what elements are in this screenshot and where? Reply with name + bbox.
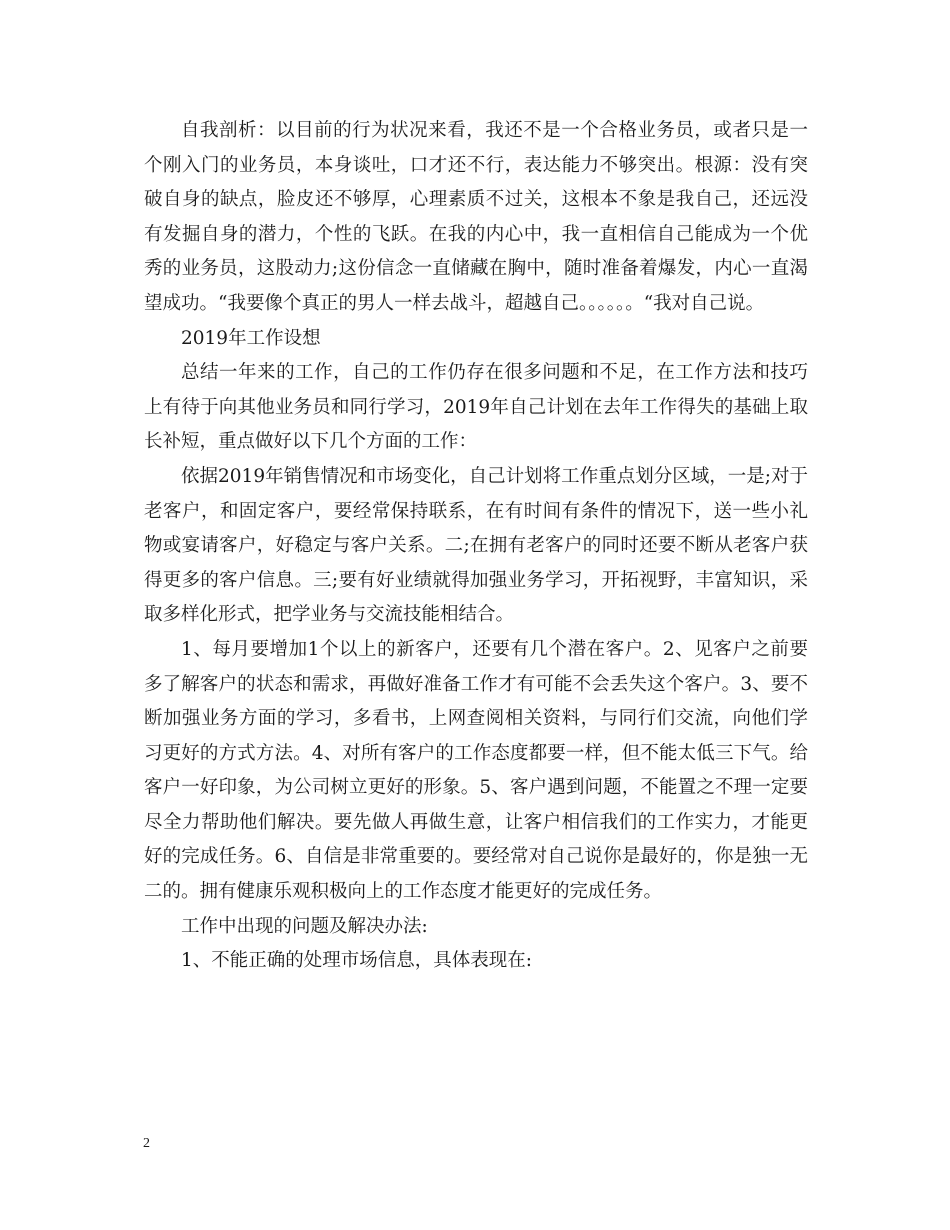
paragraph-action-items: 1、每月要增加1个以上的新客户，还要有几个潜在客户。2、见客户之前要多了解客户的状态和需求，再做好准备工作才有可能不会丢失这个客户。3、要不断加强业务方面的学习，多看书，上网查阅相关资料，与同行们交流，向他们学习更好的方式方法。4、对所有客户的工作态度都要一样，但不能太低三下气。给客户一好印象，为公司树立更好的形象。5、客户遇到问题，不能置之不理一定要尽全力帮助他们解决。要先做人再做生意，让客户相信我们的工作实力，才能更好的完成任务。6、自信是非常重要的。要经常对自己说你是最好的，你是独一无二的。拥有健康乐观积极向上的工作态度才能更好的完成任务。 [144, 638, 808, 903]
page-number: 2 [143, 1136, 150, 1151]
heading-problems-solutions: 工作中出现的问题及解决办法: [181, 915, 428, 937]
paragraph-year-summary: 总结一年来的工作，自己的工作仍存在很多问题和不足，在工作方法和技巧上有待于向其他业务员和同行学习，2019年自己计划在去年工作得失的基础上取长补短，重点做好以下几个方面的工作： [144, 362, 808, 453]
paragraph-market-info-issue: 1、不能正确的处理市场信息，具体表现在: [181, 950, 533, 972]
heading-2019-work-plan: 2019年工作设想 [181, 327, 321, 349]
paragraph-self-analysis: 自我剖析：以目前的行为状况来看，我还不是一个合格业务员，或者只是一个刚入门的业务员，本身谈吐，口才还不行，表达能力不够突出。根源：没有突破自身的缺点，脸皮还不够厚，心理素质不过关，这根本不象是我自己，还远没有发掘自身的潜力，个性的飞跃。在我的内心中，我一直相信自己能成为一个优秀的业务员，这股动力;这份信念一直储藏在胸中，随时准备着爆发，内心一直渴望成功。“我要像个真正的男人一样去战斗，超越自己。。。。。。“我对自己说。 [144, 120, 808, 314]
document-body [144, 114, 808, 979]
paragraph-sales-regions: 依据2019年销售情况和市场变化，自己计划将工作重点划分区域，一是;对于老客户，和固定客户，要经常保持联系，在有时间有条件的情况下，送一些小礼物或宴请客户，好稳定与客户关系。二;在拥有老客户的同时还要不断从老客户获得更多的客户信息。三;要有好业绩就得加强业务学习，开拓视野，丰富知识，采取多样化形式，把学业务与交流技能相结合。 [144, 465, 808, 626]
